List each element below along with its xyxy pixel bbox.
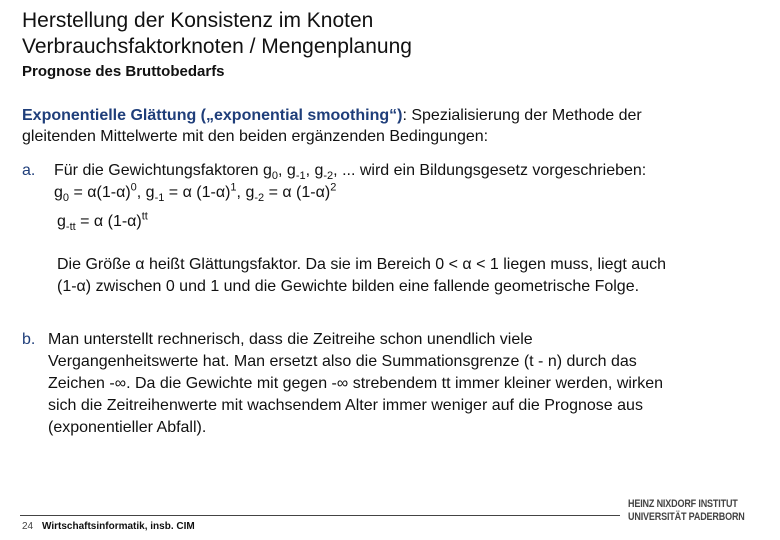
page-number: 24 [22, 521, 34, 532]
list-item-a [22, 160, 762, 204]
logo-line-1: HEINZ NIXDORF INSTITUT [628, 498, 738, 510]
intro-rest: : Spezialisierung der Methode der [402, 107, 642, 124]
list-marker-a: a. [22, 162, 36, 179]
slide-subtitle: Prognose des Bruttobedarfs [22, 63, 225, 80]
item-a-line-1: Für die Gewichtungsfaktoren $g_0$, $g_{-1}$, $g_{-2}$, ... wird ein Bildungsgesetz vorgeschrieben: [54, 162, 647, 183]
intro-highlight: Exponentielle Glättung („exponential smoothing“) [22, 107, 403, 124]
list-marker-b: b. [22, 331, 36, 348]
smoothing-factor-paragraph: Die Größe α heißt Glättungsfaktor. Da sie im Bereich 0 < α < 1 liegen muss, liegt auch (1-α) zwischen 0 und 1 und die Gewichte bilden eine fallende geometrische Folge. [57, 256, 666, 295]
slide-title [22, 8, 762, 60]
footer-divider [20, 515, 620, 516]
intro-line-2: gleitenden Mittelwerte mit den beiden ergänzenden Bedingungen: [22, 128, 489, 145]
title-line-2: Verbrauchsfaktorknoten / Mengenplanung [22, 35, 412, 58]
weight-formulas: $g_0 = \alpha(1-\alpha)^0$, $g_{-1} = \alpha$ $(1-\alpha)^1$, $g_{-2} = \alpha$ $(1-\alpha)^2$ [54, 181, 337, 205]
intro-paragraph [22, 105, 762, 147]
general-weight-formula: $g_{-tt} = \alpha$ $(1-\alpha)^{tt}$ [57, 210, 148, 234]
footer [22, 521, 195, 532]
institute-logo [628, 498, 745, 524]
footer-label: Wirtschaftsinformatik, insb. CIM [42, 521, 195, 532]
title-line-1: Herstellung der Konsistenz im Knoten [22, 9, 374, 32]
logo-line-2: UNIVERSITÄT PADERBORN [628, 511, 745, 523]
list-item-b: b. Man unterstellt rechnerisch, dass die Zeitreihe schon unendlich viele Vergangenheitswerte hat. Man ersetzt also die Summationsgrenze (t - n) durch das Zeichen -∞. Da die Gewichte mit gegen -∞ strebendem tt immer kleiner werden, wirken sich die Zeitreihenwerte mit wachsendem Alter immer weniger auf die Prognose aus (exponentieller Abfall). [22, 331, 664, 436]
